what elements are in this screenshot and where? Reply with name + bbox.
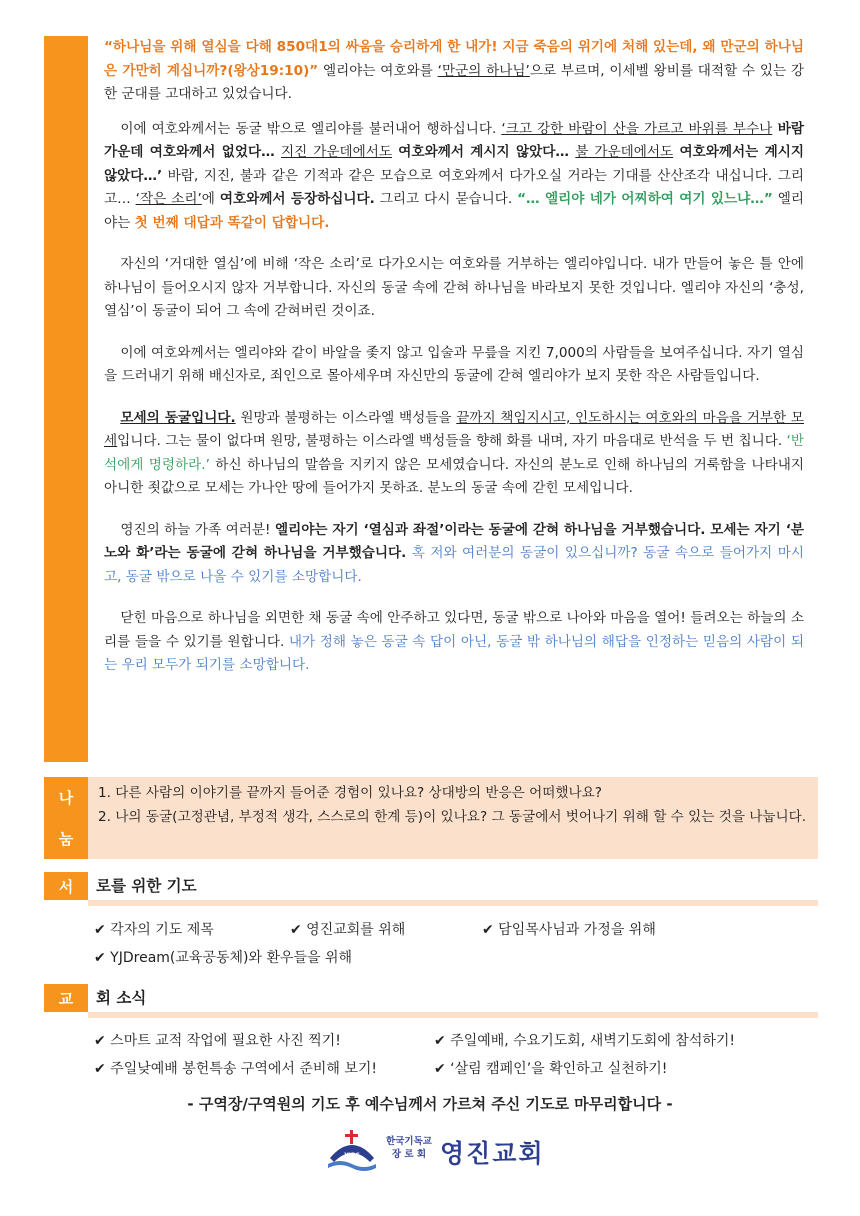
prayer-title: 로를 위한 기도 (96, 877, 197, 895)
bold-phrase: 엘리야는 자기 ‘열심과 좌절’이라는 동굴에 갇혀 하나님을 거부했습니다. 모세는 자기 ‘분노와 화’라는 동굴에 갇혀 하나님을 거부했습니다. (104, 521, 804, 561)
news-item: ✔ 주일낮예배 봉헌특송 구역에서 준비해 보기! (94, 1061, 378, 1077)
bold-phrase: 여호와께서는 계시지 않았다…’ (104, 144, 804, 184)
sharing-tab-char-1: 나 (58, 789, 74, 807)
text-span: 영진의 하늘 가족 여러분! (120, 521, 275, 538)
sharing-tab (44, 777, 88, 859)
sharing-question: 2. 나의 동굴(고정관념, 부정적 생각, 스스로의 한계 등)이 있나요? 그 동굴에서 벗어나기 위해 할 수 있는 것을 나눕니다. (98, 809, 807, 825)
section-divider (88, 1012, 818, 1018)
text-span: 에 (201, 191, 220, 207)
text-span: 닫힌 마음으로 하나님을 외면한 채 동굴 속에 안주하고 있다면, 동굴 밖으로 나아와 마음을 열어! 들려오는 하늘의 소리를 들을 수 있기를 원합니다. (104, 610, 804, 650)
text-span: 그리고 다시 묻습니다. (374, 191, 518, 207)
news-section-header (44, 984, 818, 1016)
blue-phrase: 혹 저와 여러분의 동굴이 있으십니까? 동굴 속으로 들어가지 마시고, 동굴 밖으로 나올 수 있기를 소망합니다. (104, 545, 804, 585)
emblem-text: YJPC (344, 1152, 360, 1159)
paragraph-6 (104, 519, 804, 590)
prayer-item: ✔ 담임목사님과 가정을 위해 (482, 922, 656, 938)
sharing-question: 1. 다른 사람의 이야기를 끝까지 들어준 경험이 있나요? 상대방의 반응은 어떠했나요? (98, 785, 602, 801)
underlined-phrase: ‘크고 강한 바람이 산을 가르고 바위를 부수나 (501, 120, 773, 137)
underlined-phrase: 불 가운데에서도 (575, 144, 674, 160)
news-items-row-2 (94, 1057, 814, 1081)
green-quote: ‘반석에게 명령하라.’ (104, 433, 804, 473)
prayer-items-row-1 (94, 918, 814, 942)
text-span: 이에 여호와께서는 동굴 밖으로 엘리야를 불러내어 행하십니다. (120, 120, 502, 137)
logo-church-name: 영진교회 (440, 1139, 545, 1168)
logo-denomination (380, 1135, 438, 1161)
church-logo (326, 1128, 556, 1174)
paragraph-3: 자신의 ‘거대한 열심’에 비해 ‘작은 소리’로 다가오시는 여호와를 거부하는 엘리야입니다. 내가 만들어 놓은 틀 안에 하나님이 들어오시지 않자 거부합니다. 자신의 동굴 속에 갇혀 하나님을 바라보지 못한 것입니다. 엘리야 자신의 ‘충성, 열심’이 동굴이 되어 그 속에 갇혀버린 것이죠. (104, 256, 804, 319)
prayer-item: ✔ 영진교회를 위해 (290, 922, 406, 938)
bold-phrase: 여호와께서 등장하십니다. (219, 191, 375, 207)
paragraph-1 (104, 36, 804, 107)
underlined-phrase: 끝까지 책임지시고, 인도하시는 여호와의 마음을 거부한 모세 (104, 409, 805, 449)
prayer-tab: 서 (44, 872, 88, 900)
blue-phrase: 내가 정해 놓은 동굴 속 답이 아닌, 동굴 밖 하나님의 해답을 인정하는 믿음의 사람이 되는 우리 모두가 되기를 소망합니다. (104, 633, 804, 673)
prayer-item: ✔ 각자의 기도 제목 (94, 922, 214, 938)
prayer-section-header (44, 872, 818, 904)
moses-cave-heading: 모세의 동굴입니다. (120, 409, 236, 426)
elijah-complaint-quote: “하나님을 위해 열심을 다해 850대1의 싸움을 승리하게 한 내가! 지금 죽음의 위기에 처해 있는데, 왜 만군의 하나님은 가만히 계십니까?(왕상19:10)” (104, 39, 804, 79)
news-title: 회 소식 (96, 989, 147, 1007)
text-span: 엘리야는 여호와를 (318, 62, 438, 79)
underlined-phrase: ‘만군의 하나님’ (437, 62, 530, 79)
prayer-item: ✔ YJDream(교육공동체)와 환우들을 위해 (94, 950, 353, 966)
text-span: 하신 하나님의 말씀을 지키지 않은 모세였습니다. 자신의 분노로 인해 하나님의 거룩함을 나타내지 아니한 죗값으로 모세는 가나안 땅에 들어가지 못하죠. 분노의 동굴 속에 갇힌 모세입니다. (104, 456, 804, 496)
news-items-row-1 (94, 1029, 814, 1053)
section-divider (88, 900, 818, 906)
bold-phrase: 바람 가운데 여호와께서 없었다… (104, 120, 804, 160)
news-item: ✔ ‘살림 캠페인’을 확인하고 실천하기! (434, 1061, 668, 1077)
side-accent-bar (44, 36, 88, 762)
sharing-tab-char-2: 눔 (58, 830, 74, 848)
news-tab: 교 (44, 984, 88, 1012)
sharing-section (44, 777, 818, 859)
orange-emphasis: 첫 번째 대답과 똑같이 답합니다. (134, 214, 330, 231)
sharing-questions (98, 781, 810, 829)
news-item: ✔ 주일예배, 수요기도회, 새벽기도회에 참석하기! (434, 1033, 735, 1049)
underlined-phrase: 지진 가운데에서도 (281, 144, 392, 160)
text-span: 으로 부르며, 이세벨 왕비를 대적할 수 있는 강한 군대를 고대하고 있었습니다. (104, 62, 805, 102)
closing-instruction: - 구역장/구역원의 기도 후 예수님께서 가르쳐 주신 기도로 마무리합니다 - (187, 1095, 673, 1113)
text-span: 바람, 지진, 불과 같은 기적과 같은 모습으로 여호와께서 다가오실 거라는 기대를 산산조각 내십니다. 그리고… (104, 167, 804, 207)
text-span: 엘리야는 (104, 191, 805, 231)
logo-denomination-line-2: 장 로 회 (391, 1149, 427, 1160)
paragraph-5 (104, 407, 804, 501)
text-span: 원망과 불평하는 이스라엘 백성들을 (235, 409, 457, 426)
paragraph-4: 이에 여호와께서는 엘리야와 같이 바알을 좇지 않고 입술과 무릎을 지킨 7,000의 사람들을 보여주십니다. 자기 열심을 드러내기 위해 배신자로, 죄인으로 몰아세우며 자신만의 동굴에 갇혀 엘리야가 보지 못한 작은 사람들입니다. (104, 344, 804, 384)
paragraph-7 (104, 607, 804, 678)
church-emblem-icon (326, 1128, 378, 1174)
devotional-body (104, 36, 804, 689)
text-span: 입니다. 그는 물이 없다며 원망, 불평하는 이스라엘 백성들을 향해 화를 내며, 자기 마음대로 반석을 두 번 칩니다. (117, 433, 787, 449)
logo-denomination-line-1: 한국기독교 (386, 1136, 432, 1147)
prayer-items-row-2 (94, 946, 352, 970)
bold-phrase: 여호와께서 계시지 않았다… (391, 144, 576, 160)
paragraph-2 (104, 118, 804, 236)
green-quote: “… 엘리야 네가 어찌하여 여기 있느냐…” (517, 191, 773, 207)
underlined-phrase: ‘작은 소리’ (135, 191, 202, 207)
news-item: ✔ 스마트 교적 작업에 필요한 사진 찍기! (94, 1033, 341, 1049)
